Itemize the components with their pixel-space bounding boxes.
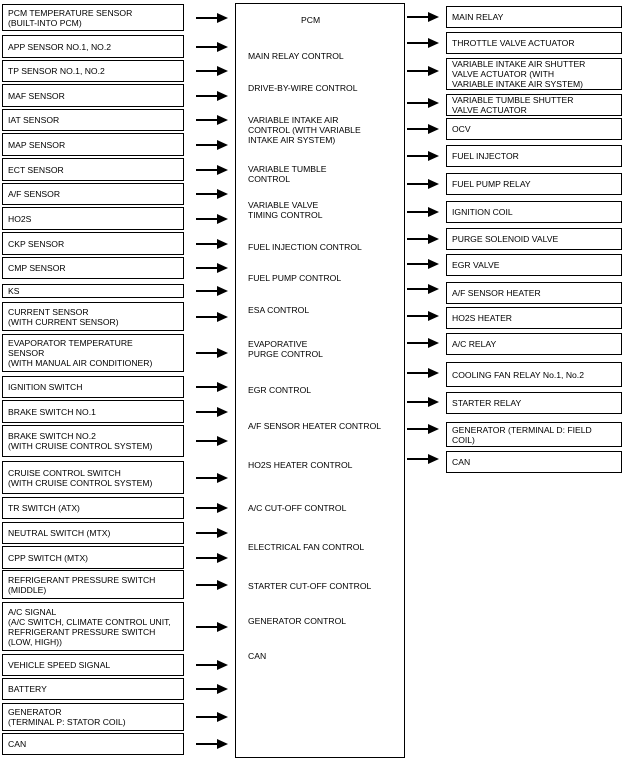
input-signal-box: CAN [2,733,184,755]
output-device-box: STARTER RELAY [446,392,622,414]
arrow-shaft [196,17,218,19]
arrow-shaft [407,263,429,265]
output-device-box: A/F SENSOR HEATER [446,282,622,304]
arrow-head [217,382,228,392]
input-signal-box: IAT SENSOR [2,109,184,131]
arrow-head [428,12,439,22]
output-arrow [407,207,439,217]
arrow-shaft [196,193,218,195]
output-arrow [407,454,439,464]
arrow-head [428,179,439,189]
arrow-shaft [196,440,218,442]
input-arrow [196,140,228,150]
arrow-head [217,13,228,23]
input-arrow [196,553,228,563]
arrow-head [217,580,228,590]
arrow-shaft [407,128,429,130]
arrow-head [217,348,228,358]
input-signal-box: IGNITION SWITCH [2,376,184,398]
output-arrow [407,368,439,378]
arrow-head [428,259,439,269]
input-arrow [196,165,228,175]
output-arrow [407,151,439,161]
output-arrow [407,397,439,407]
output-arrow [407,38,439,48]
output-device-box: GENERATOR (TERMINAL D: FIELD COIL) [446,422,622,447]
input-signal-box: ECT SENSOR [2,158,184,181]
arrow-shaft [196,688,218,690]
input-arrow [196,13,228,23]
arrow-shaft [407,211,429,213]
output-device-box: FUEL PUMP RELAY [446,173,622,195]
input-signal-box: NEUTRAL SWITCH (MTX) [2,522,184,544]
arrow-head [428,98,439,108]
arrow-head [217,286,228,296]
input-arrow [196,348,228,358]
input-arrow [196,382,228,392]
input-signal-box: MAF SENSOR [2,84,184,107]
arrow-shaft [407,102,429,104]
output-device-box: VARIABLE INTAKE AIR SHUTTER VALVE ACTUATOR (WITH VARIABLE INTAKE AIR SYSTEM) [446,58,622,90]
input-signal-box: CRUISE CONTROL SWITCH (WITH CRUISE CONTROL SYSTEM) [2,461,184,494]
arrow-head [217,42,228,52]
input-signal-box: CURRENT SENSOR (WITH CURRENT SENSOR) [2,302,184,331]
output-device-box: FUEL INJECTOR [446,145,622,167]
pcm-function-label: A/C CUT-OFF CONTROL [248,503,347,513]
arrow-head [217,312,228,322]
arrow-shaft [196,532,218,534]
input-signal-box: PCM TEMPERATURE SENSOR (BUILT-INTO PCM) [2,4,184,31]
input-arrow [196,660,228,670]
arrow-head [217,66,228,76]
arrow-shaft [196,46,218,48]
arrow-head [217,189,228,199]
arrow-head [217,684,228,694]
output-arrow [407,124,439,134]
arrow-head [428,454,439,464]
input-signal-box: A/C SIGNAL (A/C SWITCH, CLIMATE CONTROL UNIT, REFRIGERANT PRESSURE SWITCH (LOW, HIGH)) [2,602,184,651]
input-signal-box: BATTERY [2,678,184,700]
arrow-head [428,38,439,48]
arrow-head [428,424,439,434]
input-arrow [196,66,228,76]
arrow-shaft [407,183,429,185]
pcm-function-label: VARIABLE TUMBLE CONTROL [248,164,327,184]
input-signal-box: APP SENSOR NO.1, NO.2 [2,35,184,58]
output-arrow [407,311,439,321]
arrow-shaft [196,316,218,318]
output-arrow [407,12,439,22]
output-device-box: OCV [446,118,622,140]
output-arrow [407,338,439,348]
arrow-shaft [196,584,218,586]
arrow-shaft [407,70,429,72]
input-signal-box: REFRIGERANT PRESSURE SWITCH (MIDDLE) [2,570,184,599]
input-arrow [196,286,228,296]
arrow-shaft [407,16,429,18]
arrow-head [428,207,439,217]
input-arrow [196,214,228,224]
pcm-function-label: GENERATOR CONTROL [248,616,347,626]
arrow-shaft [196,144,218,146]
input-arrow [196,263,228,273]
arrow-shaft [196,290,218,292]
arrow-head [428,368,439,378]
arrow-shaft [196,119,218,121]
input-signal-box: A/F SENSOR [2,183,184,205]
pcm-function-label: DRIVE-BY-WIRE CONTROL [248,83,358,93]
pcm-function-label: FUEL INJECTION CONTROL [248,242,362,252]
arrow-shaft [196,507,218,509]
arrow-head [428,338,439,348]
input-arrow [196,622,228,632]
input-arrow [196,684,228,694]
arrow-head [217,553,228,563]
input-arrow [196,189,228,199]
output-device-box: A/C RELAY [446,333,622,355]
input-arrow [196,473,228,483]
arrow-shaft [407,288,429,290]
input-arrow [196,91,228,101]
arrow-shaft [196,664,218,666]
output-device-box: HO2S HEATER [446,307,622,329]
input-signal-box: TR SWITCH (ATX) [2,497,184,519]
output-arrow [407,66,439,76]
input-arrow [196,115,228,125]
input-signal-box: BRAKE SWITCH NO.1 [2,400,184,423]
pcm-function-label: STARTER CUT-OFF CONTROL [248,581,372,591]
input-arrow [196,42,228,52]
output-arrow [407,179,439,189]
pcm-function-label: ESA CONTROL [248,305,310,315]
output-arrow [407,424,439,434]
arrow-head [217,622,228,632]
arrow-shaft [196,716,218,718]
arrow-head [428,124,439,134]
arrow-head [428,234,439,244]
input-arrow [196,712,228,722]
arrow-head [217,739,228,749]
arrow-shaft [196,411,218,413]
pcm-function-label: EGR CONTROL [248,385,312,395]
pcm-function-label: CAN [248,651,267,661]
output-device-box: VARIABLE TUMBLE SHUTTER VALVE ACTUATOR [446,94,622,116]
arrow-head [217,214,228,224]
input-arrow [196,436,228,446]
arrow-shaft [196,626,218,628]
output-device-box: MAIN RELAY [446,6,622,28]
arrow-head [217,712,228,722]
arrow-shaft [196,557,218,559]
output-device-box: COOLING FAN RELAY No.1, No.2 [446,362,622,387]
pcm-function-label: VARIABLE INTAKE AIR CONTROL (WITH VARIABLE INTAKE AIR SYSTEM) [248,115,361,145]
pcm-function-label: ELECTRICAL FAN CONTROL [248,542,365,552]
arrow-shaft [407,401,429,403]
pcm-function-label: VARIABLE VALVE TIMING CONTROL [248,200,323,220]
pcm-function-label: HO2S HEATER CONTROL [248,460,353,470]
arrow-shaft [407,238,429,240]
output-arrow [407,284,439,294]
input-arrow [196,239,228,249]
arrow-shaft [407,428,429,430]
arrow-shaft [196,243,218,245]
input-arrow [196,528,228,538]
input-signal-box: CMP SENSOR [2,257,184,279]
input-signal-box: MAP SENSOR [2,133,184,156]
input-arrow [196,407,228,417]
arrow-head [217,528,228,538]
output-device-box: CAN [446,451,622,473]
arrow-head [217,140,228,150]
arrow-shaft [196,477,218,479]
output-device-box: THROTTLE VALVE ACTUATOR [446,32,622,54]
arrow-head [217,91,228,101]
arrow-head [217,263,228,273]
input-signal-box: TP SENSOR NO.1, NO.2 [2,60,184,82]
input-arrow [196,503,228,513]
arrow-shaft [196,743,218,745]
arrow-shaft [196,70,218,72]
pcm-function-label: EVAPORATIVE PURGE CONTROL [248,339,323,359]
arrow-head [217,503,228,513]
arrow-shaft [196,218,218,220]
arrow-shaft [407,372,429,374]
pcm-title: PCM [301,15,321,25]
arrow-head [428,397,439,407]
arrow-head [428,151,439,161]
output-device-box: IGNITION COIL [446,201,622,223]
input-arrow [196,312,228,322]
pcm-function-label: FUEL PUMP CONTROL [248,273,342,283]
arrow-head [217,165,228,175]
arrow-shaft [196,386,218,388]
arrow-head [217,407,228,417]
arrow-shaft [196,95,218,97]
arrow-shaft [407,155,429,157]
arrow-head [217,115,228,125]
arrow-head [428,66,439,76]
arrow-head [217,660,228,670]
arrow-head [428,284,439,294]
arrow-shaft [196,169,218,171]
arrow-shaft [407,315,429,317]
input-signal-box: CKP SENSOR [2,232,184,255]
output-arrow [407,259,439,269]
arrow-head [428,311,439,321]
input-signal-box: KS [2,284,184,298]
arrow-shaft [407,342,429,344]
input-signal-box: GENERATOR (TERMINAL P: STATOR COIL) [2,703,184,731]
output-device-box: EGR VALVE [446,254,622,276]
arrow-shaft [196,352,218,354]
input-signal-box: EVAPORATOR TEMPERATURE SENSOR (WITH MANUAL AIR CONDITIONER) [2,334,184,372]
input-signal-box: HO2S [2,207,184,230]
output-arrow [407,98,439,108]
input-arrow [196,739,228,749]
input-signal-box: VEHICLE SPEED SIGNAL [2,654,184,676]
arrow-head [217,239,228,249]
arrow-head [217,473,228,483]
output-arrow [407,234,439,244]
arrow-shaft [407,42,429,44]
arrow-head [217,436,228,446]
pcm-function-label: MAIN RELAY CONTROL [248,51,344,61]
input-signal-box: BRAKE SWITCH NO.2 (WITH CRUISE CONTROL SYSTEM) [2,425,184,457]
output-device-box: PURGE SOLENOID VALVE [446,228,622,250]
input-signal-box: CPP SWITCH (MTX) [2,546,184,569]
arrow-shaft [196,267,218,269]
input-arrow [196,580,228,590]
pcm-function-label: A/F SENSOR HEATER CONTROL [248,421,382,431]
arrow-shaft [407,458,429,460]
